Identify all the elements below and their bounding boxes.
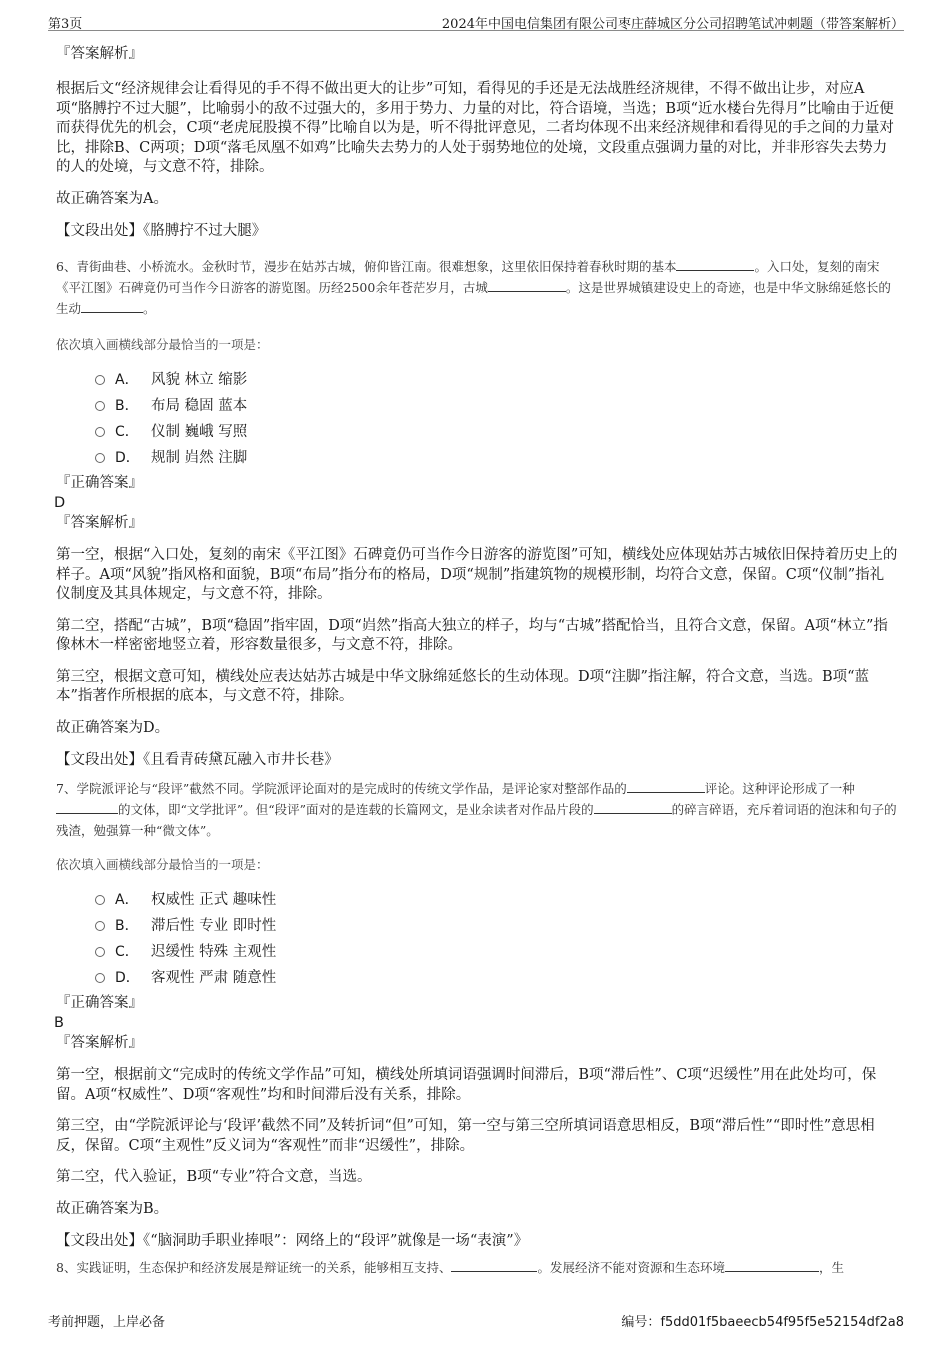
q6-conclusion: 故正确答案为D。 <box>56 719 170 736</box>
q7-stem <box>56 778 898 841</box>
q7-option-b[interactable] <box>56 913 898 939</box>
radio-icon[interactable] <box>95 453 105 463</box>
q7-stem-text: 的碎言碎语，充斥着词语的泡沫和句子的残渣，勉强算一种“微文体”。 <box>56 802 897 838</box>
radio-icon[interactable] <box>95 947 105 957</box>
q6-option-d[interactable] <box>56 445 898 471</box>
q5-analysis: 根据后文“经济规律会让看得见的手不得不做出更大的让步”可知，看得见的手还是无法战胜经济规律，不得不做出让步，对应A项“胳膊拧不过大腿”，比喻弱小的敌不过强大的，多用于势力、力量的对比，符合语境，当选；B项“近水楼台先得月”比喻由于近便而获得优先的机会，C项“老虎屁股摸不得”比喻自以为是，听不得批评意见，二者均体现不出来经济规律和看得见的手之间的力量对比，排除B、C两项；D项“落毛凤凰不如鸡”比喻失去势力的人处于弱势地位的处境，文段重点强调力量的对比，并非形容失去势力的人的处境，与文意不符，排除。 <box>56 81 894 175</box>
q7-analysis-3: 第二空，代入验证，B项“专业”符合文意，当选。 <box>56 1169 372 1185</box>
q6-option-c[interactable] <box>56 419 898 445</box>
q6-answer: D <box>54 495 66 511</box>
q7-analysis-1: 第一空，根据前文“完成时的传统文学作品”可知，横线处所填词语强调时间滞后，B项“滞后性”、C项“迟缓性”用在此处均可，保留。A项“权威性”、D项“客观性”均和时间滞后没有关系，排除。 <box>56 1067 877 1103</box>
q6-prompt: 依次填入画横线部分最恰当的一项是： <box>56 337 269 352</box>
q7-answer: B <box>54 1015 64 1031</box>
q7-analysis-2: 第三空，由“学院派评论与‘段评’截然不同”及转折词“但”可知，第一空与第三空所填词语意思相反，B项“滞后性”“即时性”意思相反，保留。C项“主观性”反义词为“客观性”而非“迟缓性”，排除。 <box>56 1118 875 1154</box>
answer-analysis-label: 『答案解析』 <box>56 46 143 62</box>
option-text: 风貌 林立 缩影 <box>151 372 248 388</box>
answer-analysis-label: 『答案解析』 <box>56 515 143 531</box>
q6-blank-3 <box>81 300 143 313</box>
q7-stem-text: 的文体，即“文学批评”。但“段评”面对的是连载的长篇网文，是业余读者对作品片段的 <box>118 802 594 817</box>
option-key: C． <box>115 424 139 440</box>
q8-blank-1 <box>451 1259 537 1272</box>
option-key: A． <box>115 892 139 908</box>
q7-blank-1 <box>627 780 705 793</box>
q7-source: 【文段出处】《“脑洞助手职业捧哏”：网络上的“段评”就像是一场“表演”》 <box>56 1233 529 1249</box>
q7-options <box>56 887 898 991</box>
q7-prompt: 依次填入画横线部分最恰当的一项是： <box>56 857 269 872</box>
q7-stem-text: 评论。这种评论形成了一种 <box>704 781 855 796</box>
option-text: 权威性 正式 趣味性 <box>151 892 277 908</box>
option-key: C． <box>115 944 139 960</box>
q7-stem-text: 7、学院派评论与“段评”截然不同。学院派评论面对的是完成时的传统文学作品，是评论家对整部作品的 <box>56 781 627 796</box>
page-header <box>48 10 904 31</box>
q6-stem-text: 。这是世界城镇建设史上的奇迹，也是中华文脉绵延悠长的生动 <box>56 280 891 316</box>
option-text: 迟缓性 特殊 主观性 <box>151 944 277 960</box>
radio-icon[interactable] <box>95 375 105 385</box>
q6-analysis-3: 第三空，根据文意可知，横线处应表达姑苏古城是中华文脉绵延悠长的生动体现。D项“注脚”指注解，符合文意，当选。B项“蓝本”指著作所根据的底本，与文意不符，排除。 <box>56 668 870 704</box>
option-text: 布局 稳固 蓝本 <box>151 398 248 414</box>
q8-stem-text: 。发展经济不能对资源和生态环境 <box>537 1260 725 1275</box>
footer-code-value: f5dd01f5baeecb54f95f5e52154df2a8 <box>660 1315 904 1330</box>
q6-stem-text: 。入口处，复刻的南宋《平江图》石碑竟仍可当作今日游客的游览图。历经2500余年苍茫岁月，古城 <box>56 259 880 295</box>
q6-option-b[interactable] <box>56 393 898 419</box>
option-text: 仪制 巍峨 写照 <box>151 424 248 440</box>
q7-option-d[interactable] <box>56 965 898 991</box>
option-text: 客观性 严肃 随意性 <box>151 970 277 986</box>
option-key: D． <box>115 970 140 986</box>
answer-analysis-label: 『答案解析』 <box>56 1035 143 1051</box>
q6-analysis-2: 第二空，搭配“古城”，B项“稳固”指牢固，D项“岿然”指高大独立的样子，均与“古城”搭配恰当，且符合文意，保留。A项“林立”指像林木一样密密地竖立着，形容数量很多，与文意不符，排除。 <box>56 617 888 653</box>
correct-answer-label: 『正确答案』 <box>56 995 143 1011</box>
document-title: 2024年中国电信集团有限公司枣庄薛城区分公司招聘笔试冲刺题（带答案解析） <box>441 17 904 32</box>
q6-stem <box>56 256 898 319</box>
radio-icon[interactable] <box>95 895 105 905</box>
q7-conclusion: 故正确答案为B。 <box>56 1200 169 1217</box>
q7-option-c[interactable] <box>56 939 898 965</box>
option-key: B． <box>115 398 139 414</box>
q6-blank-2 <box>488 279 566 292</box>
option-key: A． <box>115 372 139 388</box>
radio-icon[interactable] <box>95 401 105 411</box>
content <box>56 44 898 1278</box>
radio-icon[interactable] <box>95 921 105 931</box>
q7-blank-2 <box>56 801 118 814</box>
option-text: 滞后性 专业 即时性 <box>151 918 277 934</box>
q8-stem <box>56 1257 898 1278</box>
option-text: 规制 岿然 注脚 <box>151 450 248 466</box>
option-key: D． <box>115 450 140 466</box>
q6-stem-text: 。 <box>143 301 156 316</box>
q6-stem-text: 6、青街曲巷、小桥流水。金秋时节，漫步在姑苏古城，俯仰皆江南。很难想象，这里依旧保持着春秋时期的基本 <box>56 259 677 274</box>
radio-icon[interactable] <box>95 973 105 983</box>
q6-source: 【文段出处】《且看青砖黛瓦融入市井长巷》 <box>56 752 339 768</box>
q6-option-a[interactable] <box>56 367 898 393</box>
radio-icon[interactable] <box>95 427 105 437</box>
footer-code <box>621 1311 904 1330</box>
q8-stem-text: ，生 <box>818 1260 844 1275</box>
q5-conclusion: 故正确答案为A。 <box>56 190 168 207</box>
q8-stem-text: 8、实践证明，生态保护和经济发展是辩证统一的关系，能够相互支持、 <box>56 1260 452 1275</box>
q5-source: 【文段出处】《胳膊拧不过大腿》 <box>56 223 267 239</box>
page-number: 第3页 <box>48 17 83 32</box>
footer-slogan: 考前押题，上岸必备 <box>48 1315 166 1330</box>
q7-option-a[interactable] <box>56 887 898 913</box>
q8-blank-2 <box>725 1259 819 1272</box>
footer-code-label: 编号： <box>621 1315 661 1330</box>
q6-analysis-1: 第一空，根据“入口处，复刻的南宋《平江图》石碑竟仍可当作今日游客的游览图”可知，横线处应体现姑苏古城依旧保持着历史上的样子。A项“风貌”指风格和面貌，B项“布局”指分布的格局，D项“规制”指建筑物的规模形制，均符合文意，保留。C项“仪制”指礼仪制度及其具体规定，与文意不符，排除。 <box>56 547 898 602</box>
option-key: B． <box>115 918 139 934</box>
q6-blank-1 <box>676 258 754 271</box>
q7-blank-3 <box>594 801 672 814</box>
correct-answer-label: 『正确答案』 <box>56 475 143 491</box>
q6-options <box>56 367 898 471</box>
